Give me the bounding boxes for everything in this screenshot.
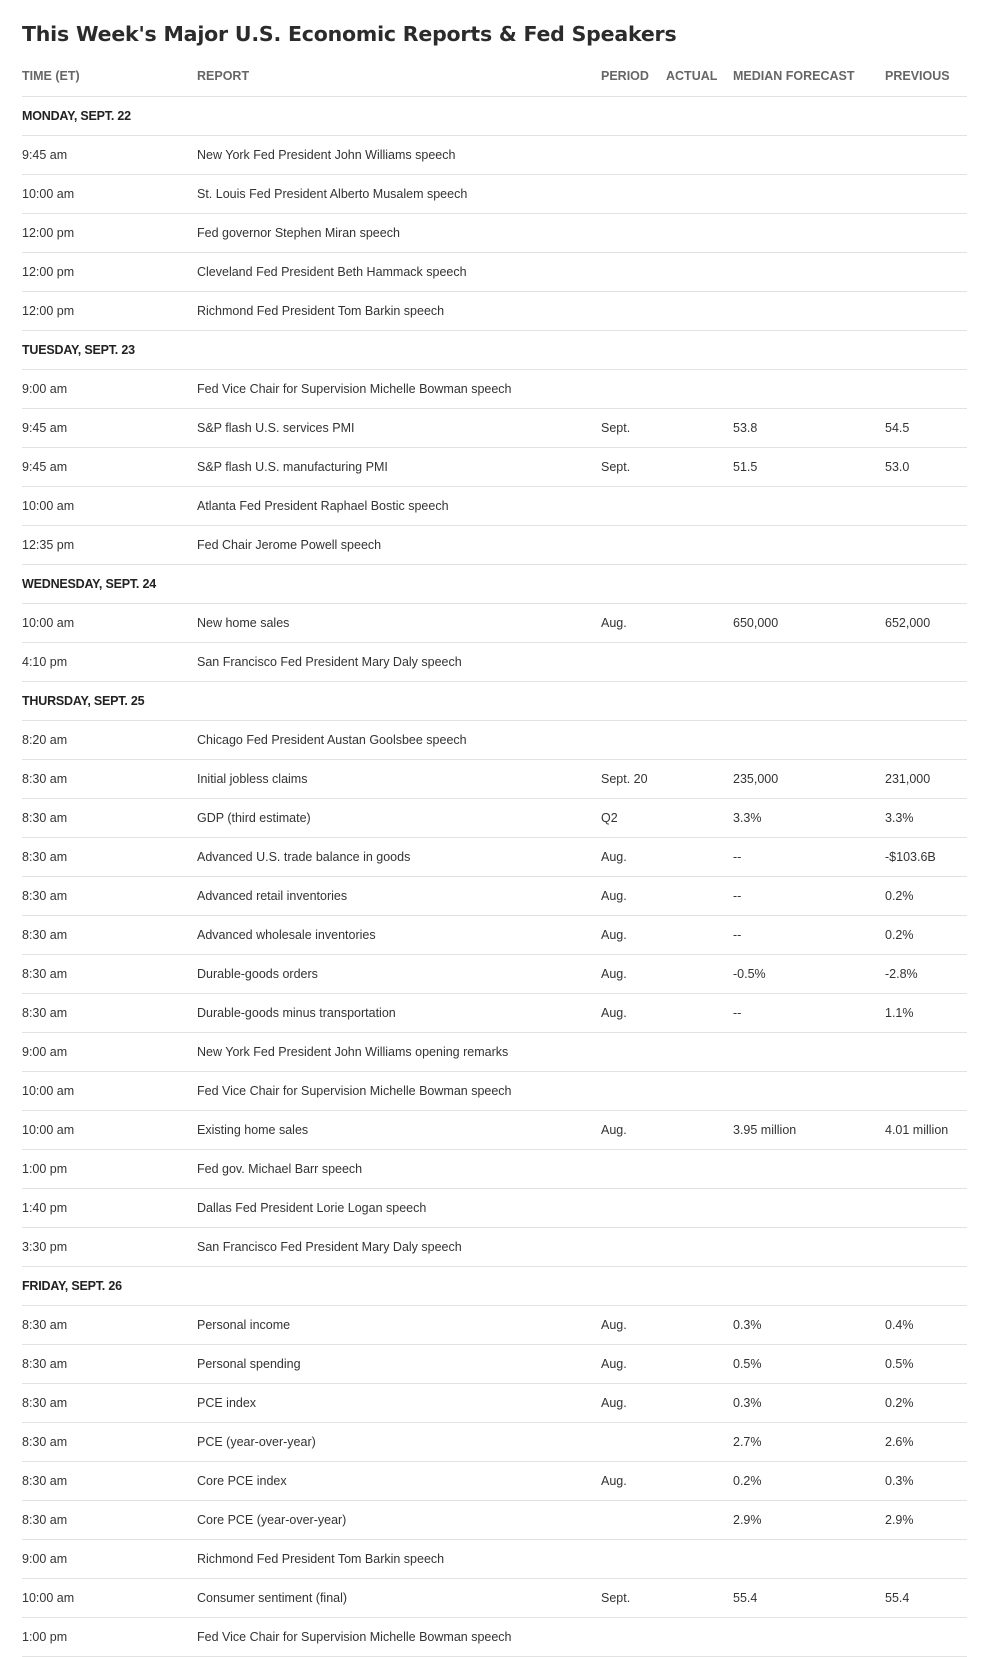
cell-time: 10:00 am	[22, 487, 197, 526]
table-row	[22, 1306, 967, 1345]
cell-previous: 2.9%	[885, 1501, 967, 1540]
cell-report: Dallas Fed President Lorie Logan speech	[197, 1189, 601, 1228]
cell-median-forecast: 2.9%	[733, 1501, 885, 1540]
cell-period	[601, 1072, 666, 1111]
cell-report: Personal income	[197, 1306, 601, 1345]
table-row	[22, 526, 967, 565]
cell-previous: 4.01 million	[885, 1111, 967, 1150]
cell-period: Aug.	[601, 838, 666, 877]
cell-actual	[666, 955, 733, 994]
table-row	[22, 1579, 967, 1618]
cell-period: Sept.	[601, 1579, 666, 1618]
cell-median-forecast	[733, 1189, 885, 1228]
cell-actual	[666, 136, 733, 175]
cell-previous	[885, 253, 967, 292]
cell-period	[601, 1501, 666, 1540]
cell-report: St. Louis Fed President Alberto Musalem speech	[197, 175, 601, 214]
cell-period: Aug.	[601, 1345, 666, 1384]
cell-time: 8:30 am	[22, 838, 197, 877]
cell-previous: 55.4	[885, 1579, 967, 1618]
cell-report: Fed Vice Chair for Supervision Michelle Bowman speech	[197, 1072, 601, 1111]
cell-median-forecast: 0.3%	[733, 1306, 885, 1345]
column-header-period: PERIOD	[601, 56, 666, 97]
cell-period	[601, 643, 666, 682]
cell-time: 8:30 am	[22, 955, 197, 994]
cell-period	[601, 1423, 666, 1462]
cell-period: Aug.	[601, 1306, 666, 1345]
cell-report: Core PCE (year-over-year)	[197, 1501, 601, 1540]
column-header-time: TIME (ET)	[22, 56, 197, 97]
cell-time: 4:10 pm	[22, 643, 197, 682]
cell-time: 8:30 am	[22, 1384, 197, 1423]
cell-time: 9:45 am	[22, 409, 197, 448]
cell-time: 12:35 pm	[22, 526, 197, 565]
cell-actual	[666, 1150, 733, 1189]
cell-median-forecast	[733, 370, 885, 409]
cell-previous: 0.2%	[885, 1384, 967, 1423]
cell-previous: 53.0	[885, 448, 967, 487]
cell-median-forecast	[733, 175, 885, 214]
cell-period: Q2	[601, 799, 666, 838]
cell-time: 12:00 pm	[22, 214, 197, 253]
cell-previous	[885, 175, 967, 214]
cell-time: 10:00 am	[22, 1579, 197, 1618]
page-title: This Week's Major U.S. Economic Reports & Fed Speakers	[22, 22, 677, 46]
cell-previous	[885, 721, 967, 760]
cell-period	[601, 526, 666, 565]
column-header-median-forecast: MEDIAN FORECAST	[733, 56, 885, 97]
day-label: FRIDAY, SEPT. 26	[22, 1267, 967, 1306]
cell-previous	[885, 643, 967, 682]
table-row	[22, 292, 967, 331]
cell-median-forecast	[733, 1618, 885, 1657]
cell-report: Fed Vice Chair for Supervision Michelle Bowman speech	[197, 370, 601, 409]
cell-previous	[885, 1228, 967, 1267]
economic-calendar	[22, 18, 967, 1657]
cell-period: Aug.	[601, 955, 666, 994]
cell-actual	[666, 409, 733, 448]
table-row	[22, 799, 967, 838]
cell-report: Advanced U.S. trade balance in goods	[197, 838, 601, 877]
cell-period: Aug.	[601, 994, 666, 1033]
day-label: THURSDAY, SEPT. 25	[22, 682, 967, 721]
cell-period	[601, 214, 666, 253]
day-header-row	[22, 565, 967, 604]
cell-report: Core PCE index	[197, 1462, 601, 1501]
cell-previous	[885, 370, 967, 409]
cell-report: Consumer sentiment (final)	[197, 1579, 601, 1618]
cell-period	[601, 1540, 666, 1579]
cell-time: 8:30 am	[22, 1306, 197, 1345]
cell-actual	[666, 487, 733, 526]
cell-time: 9:45 am	[22, 448, 197, 487]
cell-median-forecast	[733, 1228, 885, 1267]
cell-actual	[666, 1189, 733, 1228]
table-row	[22, 409, 967, 448]
cell-time: 1:00 pm	[22, 1150, 197, 1189]
cell-actual	[666, 643, 733, 682]
cell-report: Initial jobless claims	[197, 760, 601, 799]
cell-actual	[666, 253, 733, 292]
table-row	[22, 1345, 967, 1384]
cell-time: 8:30 am	[22, 760, 197, 799]
cell-period: Aug.	[601, 604, 666, 643]
cell-median-forecast	[733, 1150, 885, 1189]
table-row	[22, 1033, 967, 1072]
cell-report: New York Fed President John Williams opening remarks	[197, 1033, 601, 1072]
cell-actual	[666, 214, 733, 253]
cell-report: Fed Chair Jerome Powell speech	[197, 526, 601, 565]
cell-actual	[666, 1462, 733, 1501]
cell-previous	[885, 292, 967, 331]
cell-previous	[885, 1618, 967, 1657]
cell-actual	[666, 877, 733, 916]
cell-previous: 0.4%	[885, 1306, 967, 1345]
cell-actual	[666, 1423, 733, 1462]
cell-previous: 1.1%	[885, 994, 967, 1033]
cell-time: 10:00 am	[22, 604, 197, 643]
cell-report: Durable-goods minus transportation	[197, 994, 601, 1033]
cell-previous	[885, 1189, 967, 1228]
table-row	[22, 136, 967, 175]
cell-report: Durable-goods orders	[197, 955, 601, 994]
day-label: MONDAY, SEPT. 22	[22, 97, 967, 136]
cell-median-forecast	[733, 721, 885, 760]
cell-actual	[666, 1579, 733, 1618]
cell-actual	[666, 1501, 733, 1540]
cell-report: Richmond Fed President Tom Barkin speech	[197, 1540, 601, 1579]
cell-actual	[666, 1540, 733, 1579]
table-row	[22, 1618, 967, 1657]
cell-previous	[885, 214, 967, 253]
cell-median-forecast	[733, 253, 885, 292]
cell-time: 3:30 pm	[22, 1228, 197, 1267]
table-header-row	[22, 56, 967, 97]
cell-time: 12:00 pm	[22, 292, 197, 331]
cell-report: S&P flash U.S. services PMI	[197, 409, 601, 448]
table-row	[22, 838, 967, 877]
cell-time: 8:30 am	[22, 799, 197, 838]
cell-actual	[666, 916, 733, 955]
cell-report: Cleveland Fed President Beth Hammack speech	[197, 253, 601, 292]
cell-actual	[666, 994, 733, 1033]
cell-time: 8:30 am	[22, 1462, 197, 1501]
table-row	[22, 1423, 967, 1462]
cell-period	[601, 721, 666, 760]
cell-previous	[885, 487, 967, 526]
cell-actual	[666, 175, 733, 214]
cell-period	[601, 175, 666, 214]
cell-actual	[666, 1228, 733, 1267]
cell-actual	[666, 1384, 733, 1423]
cell-report: Existing home sales	[197, 1111, 601, 1150]
cell-median-forecast	[733, 1033, 885, 1072]
cell-period: Aug.	[601, 1462, 666, 1501]
cell-median-forecast: 0.3%	[733, 1384, 885, 1423]
cell-period	[601, 1150, 666, 1189]
cell-actual	[666, 1072, 733, 1111]
table-row	[22, 1462, 967, 1501]
cell-report: PCE (year-over-year)	[197, 1423, 601, 1462]
cell-actual	[666, 526, 733, 565]
table-row	[22, 760, 967, 799]
cell-time: 9:45 am	[22, 136, 197, 175]
cell-period: Aug.	[601, 1111, 666, 1150]
table-row	[22, 214, 967, 253]
table-body	[22, 97, 967, 1657]
cell-time: 10:00 am	[22, 1072, 197, 1111]
cell-report: PCE index	[197, 1384, 601, 1423]
table-row	[22, 721, 967, 760]
cell-previous	[885, 136, 967, 175]
cell-previous: 3.3%	[885, 799, 967, 838]
cell-actual	[666, 1345, 733, 1384]
cell-actual	[666, 292, 733, 331]
cell-median-forecast	[733, 487, 885, 526]
cell-time: 1:00 pm	[22, 1618, 197, 1657]
cell-median-forecast: 51.5	[733, 448, 885, 487]
cell-previous: 652,000	[885, 604, 967, 643]
cell-time: 1:40 pm	[22, 1189, 197, 1228]
table-row	[22, 370, 967, 409]
cell-report: San Francisco Fed President Mary Daly speech	[197, 1228, 601, 1267]
table-row	[22, 643, 967, 682]
cell-median-forecast: 53.8	[733, 409, 885, 448]
table-row	[22, 1384, 967, 1423]
cell-median-forecast	[733, 136, 885, 175]
cell-actual	[666, 1306, 733, 1345]
cell-report: S&P flash U.S. manufacturing PMI	[197, 448, 601, 487]
cell-report: Advanced retail inventories	[197, 877, 601, 916]
table-row	[22, 448, 967, 487]
cell-period	[601, 370, 666, 409]
cell-actual	[666, 604, 733, 643]
cell-median-forecast: 55.4	[733, 1579, 885, 1618]
cell-period: Aug.	[601, 1384, 666, 1423]
cell-time: 10:00 am	[22, 175, 197, 214]
cell-median-forecast	[733, 214, 885, 253]
cell-report: Fed governor Stephen Miran speech	[197, 214, 601, 253]
cell-report: Chicago Fed President Austan Goolsbee speech	[197, 721, 601, 760]
cell-period	[601, 1228, 666, 1267]
cell-median-forecast	[733, 1072, 885, 1111]
cell-period: Aug.	[601, 916, 666, 955]
cell-actual	[666, 1033, 733, 1072]
cell-actual	[666, 838, 733, 877]
cell-report: Fed gov. Michael Barr speech	[197, 1150, 601, 1189]
cell-previous: 231,000	[885, 760, 967, 799]
cell-median-forecast: 650,000	[733, 604, 885, 643]
cell-report: New York Fed President John Williams speech	[197, 136, 601, 175]
cell-median-forecast	[733, 292, 885, 331]
cell-period: Sept. 20	[601, 760, 666, 799]
cell-report: GDP (third estimate)	[197, 799, 601, 838]
cell-previous	[885, 1150, 967, 1189]
cell-previous	[885, 1033, 967, 1072]
cell-median-forecast	[733, 526, 885, 565]
cell-median-forecast: 3.3%	[733, 799, 885, 838]
table-row	[22, 1072, 967, 1111]
cell-time: 8:30 am	[22, 916, 197, 955]
cell-previous: 0.3%	[885, 1462, 967, 1501]
cell-time: 8:30 am	[22, 1345, 197, 1384]
table-row	[22, 253, 967, 292]
cell-actual	[666, 1111, 733, 1150]
cell-time: 9:00 am	[22, 1540, 197, 1579]
cell-period: Aug.	[601, 877, 666, 916]
cell-time: 9:00 am	[22, 370, 197, 409]
cell-period	[601, 1033, 666, 1072]
cell-period	[601, 487, 666, 526]
cell-time: 8:30 am	[22, 994, 197, 1033]
cell-report: Advanced wholesale inventories	[197, 916, 601, 955]
cell-median-forecast: 235,000	[733, 760, 885, 799]
cell-median-forecast: -0.5%	[733, 955, 885, 994]
cell-median-forecast: 2.7%	[733, 1423, 885, 1462]
table-row	[22, 487, 967, 526]
cell-median-forecast	[733, 1540, 885, 1579]
cell-median-forecast: 0.2%	[733, 1462, 885, 1501]
cell-period	[601, 292, 666, 331]
cell-previous: 0.5%	[885, 1345, 967, 1384]
cell-period	[601, 253, 666, 292]
cell-report: Richmond Fed President Tom Barkin speech	[197, 292, 601, 331]
cell-period: Sept.	[601, 409, 666, 448]
cell-actual	[666, 760, 733, 799]
cell-period	[601, 1618, 666, 1657]
cell-previous: -2.8%	[885, 955, 967, 994]
cell-median-forecast: 3.95 million	[733, 1111, 885, 1150]
table-row	[22, 1111, 967, 1150]
cell-period	[601, 1189, 666, 1228]
table-row	[22, 1540, 967, 1579]
cell-time: 8:20 am	[22, 721, 197, 760]
day-header-row	[22, 331, 967, 370]
cell-actual	[666, 799, 733, 838]
cell-previous	[885, 1540, 967, 1579]
day-label: WEDNESDAY, SEPT. 24	[22, 565, 967, 604]
table-row	[22, 955, 967, 994]
cell-time: 9:00 am	[22, 1033, 197, 1072]
table-row	[22, 1189, 967, 1228]
cell-time: 8:30 am	[22, 1423, 197, 1462]
table-row	[22, 916, 967, 955]
table-row	[22, 1501, 967, 1540]
cell-period	[601, 136, 666, 175]
cell-actual	[666, 721, 733, 760]
table-row	[22, 604, 967, 643]
table-row	[22, 1150, 967, 1189]
day-header-row	[22, 97, 967, 136]
column-header-actual: ACTUAL	[666, 56, 733, 97]
cell-report: Fed Vice Chair for Supervision Michelle Bowman speech	[197, 1618, 601, 1657]
cell-median-forecast: --	[733, 838, 885, 877]
cell-time: 8:30 am	[22, 1501, 197, 1540]
cell-report: Personal spending	[197, 1345, 601, 1384]
cell-report: New home sales	[197, 604, 601, 643]
cell-median-forecast: --	[733, 994, 885, 1033]
cell-previous	[885, 526, 967, 565]
cell-report: Atlanta Fed President Raphael Bostic speech	[197, 487, 601, 526]
cell-previous: 0.2%	[885, 877, 967, 916]
cell-median-forecast: --	[733, 916, 885, 955]
cell-time: 8:30 am	[22, 877, 197, 916]
cell-report: San Francisco Fed President Mary Daly speech	[197, 643, 601, 682]
cell-previous: -$103.6B	[885, 838, 967, 877]
day-label: TUESDAY, SEPT. 23	[22, 331, 967, 370]
column-header-report: REPORT	[197, 56, 601, 97]
table-row	[22, 994, 967, 1033]
column-header-previous: PREVIOUS	[885, 56, 967, 97]
cell-previous: 0.2%	[885, 916, 967, 955]
table-row	[22, 877, 967, 916]
cell-actual	[666, 370, 733, 409]
cell-time: 10:00 am	[22, 1111, 197, 1150]
cell-previous: 54.5	[885, 409, 967, 448]
table-row	[22, 1228, 967, 1267]
cell-actual	[666, 448, 733, 487]
cell-actual	[666, 1618, 733, 1657]
cell-time: 12:00 pm	[22, 253, 197, 292]
cell-median-forecast: 0.5%	[733, 1345, 885, 1384]
cell-previous	[885, 1072, 967, 1111]
day-header-row	[22, 1267, 967, 1306]
day-header-row	[22, 682, 967, 721]
cell-previous: 2.6%	[885, 1423, 967, 1462]
calendar-table	[22, 56, 967, 1657]
cell-median-forecast: --	[733, 877, 885, 916]
cell-median-forecast	[733, 643, 885, 682]
cell-period: Sept.	[601, 448, 666, 487]
table-row	[22, 175, 967, 214]
